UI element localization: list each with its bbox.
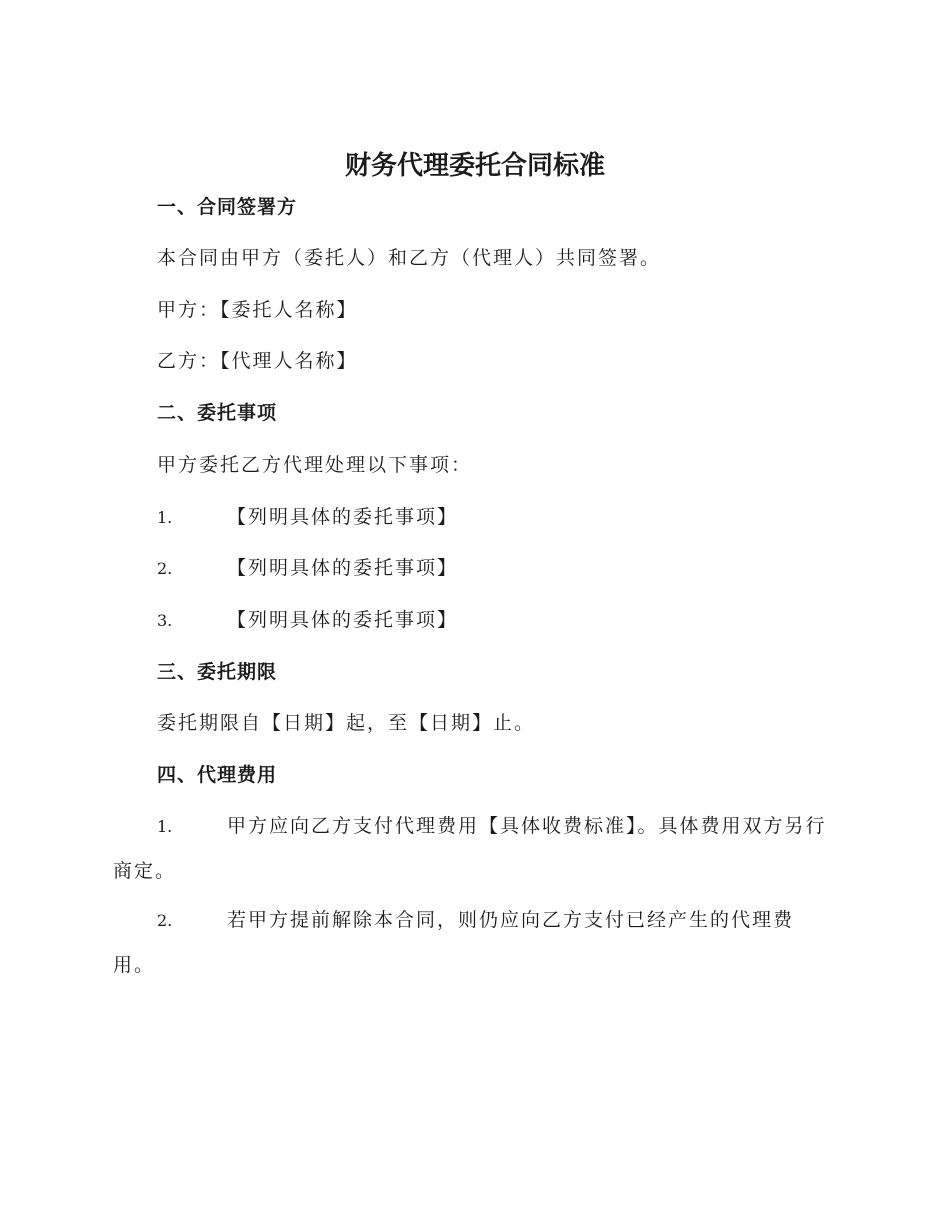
list-item-text: 【列明具体的委托事项】 xyxy=(227,609,459,631)
clause-number: 2. xyxy=(157,911,173,930)
section-1-heading: 一、合同签署方 xyxy=(157,196,298,218)
section-3-text: 委托期限自【日期】起，至【日期】止。 xyxy=(157,712,536,734)
fee-clause-1 xyxy=(113,804,833,893)
party-a-line: 甲方：【委托人名称】 xyxy=(157,299,358,321)
list-item-number: 1. xyxy=(157,508,173,527)
party-b-line: 乙方：【代理人名称】 xyxy=(157,350,358,372)
section-1-intro: 本合同由甲方（委托人）和乙方（代理人）共同签署。 xyxy=(157,247,662,269)
fee-clause-2 xyxy=(113,898,833,987)
section-2-heading: 二、委托事项 xyxy=(157,402,278,424)
clause-text: 甲方应向乙方支付代理费用【具体收费标准】。具体费用双方另行商定。 xyxy=(113,815,827,882)
list-item-text: 【列明具体的委托事项】 xyxy=(227,506,459,528)
section-2-intro: 甲方委托乙方代理处理以下事项： xyxy=(157,454,473,476)
section-3-heading: 三、委托期限 xyxy=(157,661,278,683)
section-4-heading: 四、代理费用 xyxy=(157,764,278,786)
list-item xyxy=(157,553,458,584)
list-item xyxy=(157,605,458,636)
list-item-text: 【列明具体的委托事项】 xyxy=(227,557,459,579)
clause-text: 若甲方提前解除本合同，则仍应向乙方支付已经产生的代理费用。 xyxy=(113,909,795,976)
clause-number: 1. xyxy=(157,817,173,836)
document-title: 财务代理委托合同标准 xyxy=(344,151,605,181)
list-item xyxy=(157,502,458,533)
list-item-number: 3. xyxy=(157,611,173,630)
list-item-number: 2. xyxy=(157,559,173,578)
